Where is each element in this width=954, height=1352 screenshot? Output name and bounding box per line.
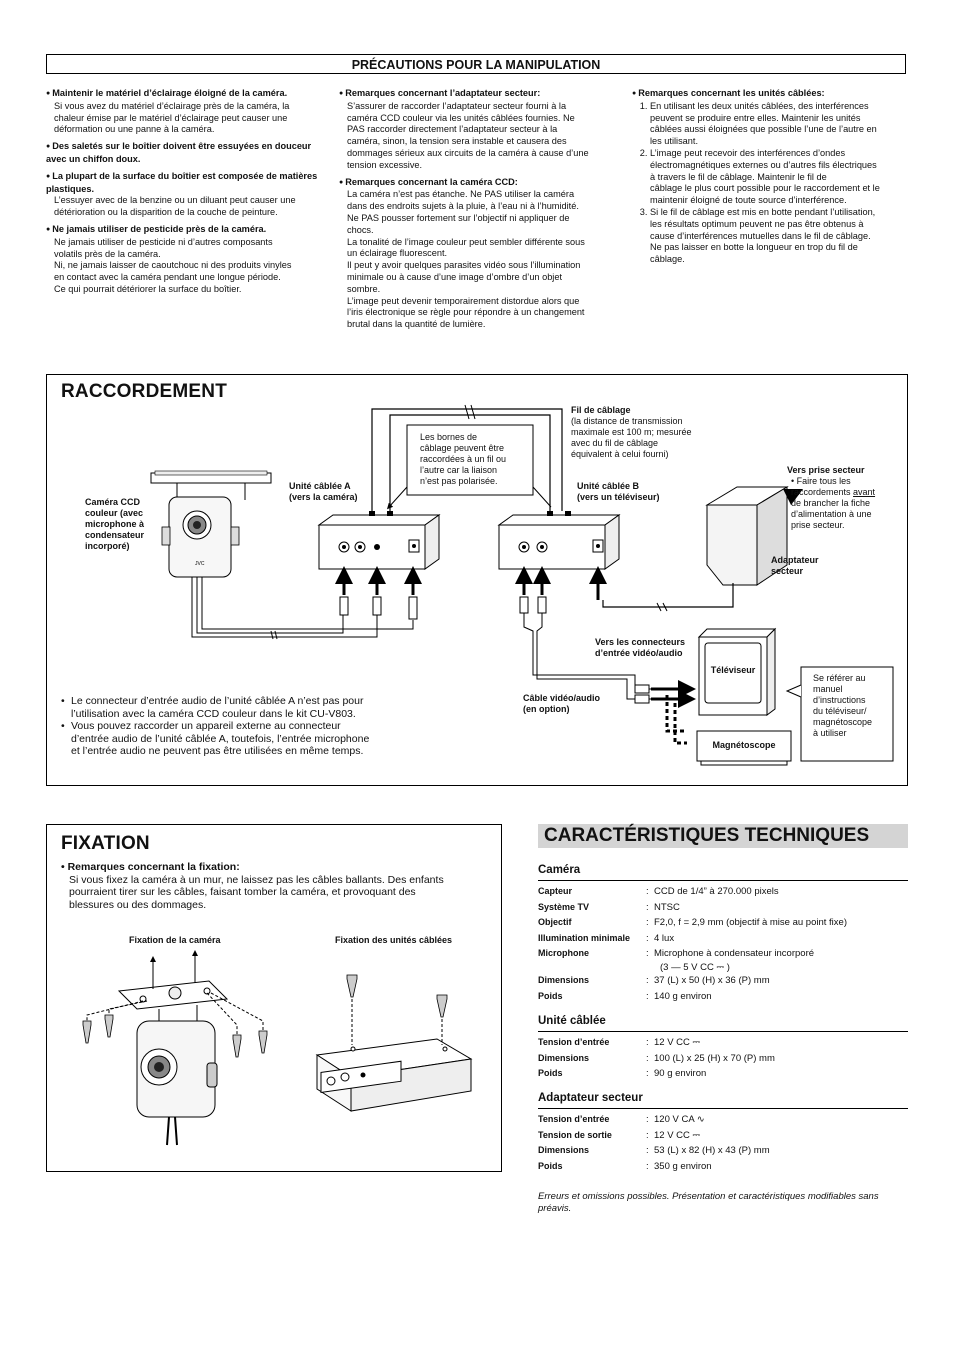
precaution-heading: ● Remarques concernant la caméra CCD:	[339, 177, 621, 190]
precaution-body: La caméra n’est pas étanche. Ne PAS utiliser la caméra dans des endroits sujets à la pluie, à l’eau ni à l’humidité. Ne PAS pousser fortement sur l’objectif ni appliquer de chocs. La tonalité de l’image couleur peut sembler différente sous un éclairage fluorescent. Il peut y avoir quelques parasites vidéo sous l’illumination minimale ou à cause d’une image d’ombre d’un objet sombre. L’image peut devenir temporairement distordue alors que l’iris électronique se règle pour répondre à un changement brutal dans la quantité de lumière.	[347, 189, 585, 330]
outlet-title: Vers prise secteur	[787, 465, 865, 475]
precaution-item	[46, 88, 328, 136]
precaution-body: Si vous avez du matériel d’éclairage près de la caméra, la chaleur émise par le matériel d’éclairage peut causer une déformation ou une panne à la caméra.	[54, 100, 290, 135]
spec-colon: :	[646, 901, 649, 913]
vcr-label: Magnétoscope	[712, 740, 776, 750]
spec-value: CCD de 1/4” à 270.000 pixels	[654, 886, 779, 897]
camera-fixing-label: Fixation de la caméra	[129, 935, 221, 945]
spec-value: 90 g environ	[654, 1068, 707, 1080]
precautions-col-2	[339, 88, 621, 336]
precaution-heading: ● Des saletés sur le boîtier doivent être essuyées en douceur avec un chiffon doux.	[46, 141, 328, 166]
spec-key	[538, 962, 646, 973]
precaution-body: S’assurer de raccorder l’adaptateur secteur fourni à la caméra CCD couleur via les unités câblées fournies. Ne PAS raccorder directement l’adaptateur secteur à la caméra, sinon, la tension sera instable et causera des dommages sérieux aux circuits de la caméra à cause d’une tension excessive.	[347, 100, 589, 170]
spec-value: NTSC	[654, 901, 680, 913]
spec-value: F2,0, f = 2,9 mm (objectif à mise au point fixe)	[654, 917, 847, 929]
spec-colon: :	[646, 1114, 649, 1125]
specs-camera-table	[538, 884, 847, 1004]
precaution-item	[339, 88, 621, 172]
spec-colon: :	[646, 948, 649, 960]
spec-value: (3 — 5 V CC ⎓ )	[660, 961, 730, 973]
specs-unit-title: Unité câblée	[538, 1015, 606, 1027]
precaution-item	[46, 224, 328, 296]
spec-colon: :	[646, 1145, 649, 1157]
av-cable-label: Câble vidéo/audio (en option)	[523, 693, 601, 714]
unit-b-drawing	[499, 511, 619, 569]
outlet-body-pre: • Faire tous les raccordements	[791, 476, 851, 497]
spec-key: Poids	[538, 990, 563, 1001]
raccordement-title: RACCORDEMENT	[61, 381, 228, 402]
spec-value: 350 g environ	[654, 1160, 712, 1172]
raccordement-section	[46, 374, 908, 786]
cabling-wire-title: Fil de câblage	[571, 405, 631, 415]
adapter-label: Adaptateur secteur	[771, 555, 819, 576]
unit-b-label: Unité câblée B (vers un téléviseur)	[577, 481, 660, 502]
spec-value: 12 V CC ⎓	[654, 1129, 701, 1141]
spec-value: 100 (L) x 25 (H) x 70 (P) mm	[654, 1052, 775, 1064]
raccordement-bullet-row	[61, 720, 511, 758]
spec-row	[538, 900, 847, 916]
spec-row	[538, 1143, 770, 1159]
spec-key: Capteur	[538, 886, 573, 896]
spec-row	[538, 931, 847, 947]
spec-row	[538, 915, 847, 931]
spec-value: 37 (L) x 50 (H) x 36 (P) mm	[654, 974, 770, 986]
spec-colon	[646, 962, 654, 973]
precautions-header: PRÉCAUTIONS POUR LA MANIPULATION	[46, 54, 906, 74]
spec-colon: :	[646, 990, 649, 1002]
spec-key: Dimensions	[538, 1052, 590, 1063]
spec-row	[538, 1035, 775, 1051]
spec-key: Dimensions	[538, 1145, 590, 1156]
spec-value: 12 V CC ⎓	[654, 1037, 701, 1048]
specs-adapter	[538, 1092, 908, 1174]
unit-fixing-label: Fixation des unités câblées	[335, 935, 453, 945]
precautions-col-1	[46, 88, 328, 301]
spec-row	[538, 1128, 770, 1144]
specs-footnote: Erreurs et omissions possibles. Présentation et caractéristiques modifiables sans préavis.	[538, 1191, 879, 1214]
ccd-camera-drawing	[151, 471, 271, 577]
spec-key: Microphone	[538, 948, 589, 959]
spec-key: Tension de sortie	[538, 1129, 612, 1140]
specs-unit-table	[538, 1035, 775, 1082]
specs-camera-title: Caméra	[538, 864, 581, 876]
cabling-wire-label	[571, 405, 721, 460]
spec-row	[538, 989, 847, 1005]
tv-label: Téléviseur	[710, 665, 756, 675]
fixation-section	[46, 824, 502, 1172]
spec-key: Poids	[538, 1068, 563, 1079]
spec-value: 4 lux	[654, 932, 675, 944]
spec-key: Système TV	[538, 901, 590, 912]
fixation-diagram	[47, 945, 501, 1171]
precautions-col-3	[632, 88, 912, 266]
spec-row	[538, 1112, 770, 1128]
bullet-icon: •	[61, 720, 65, 732]
spec-row	[538, 1066, 775, 1082]
precaution-item	[46, 141, 328, 166]
spec-colon: :	[646, 1052, 649, 1064]
spec-row	[538, 973, 847, 989]
spec-key: Illumination minimale	[538, 932, 631, 943]
spec-colon: :	[646, 1037, 649, 1048]
camera-label: Caméra CCD couleur (avec microphone à condensateur incorporé)	[85, 497, 145, 551]
outlet-body-post: de brancher la fiche d’alimentation à une prise secteur.	[791, 498, 872, 530]
cable-units-remark: 1. En utilisant les deux unités câblées, des interférences peuvent se produire entre elles. Maintenir les unités câblées aussi éloignées que possible l’une de l’autre en les utilisant.	[650, 101, 912, 148]
spec-key: Poids	[538, 1160, 563, 1171]
specs-title: CARACTÉRISTIQUES TECHNIQUES	[544, 825, 870, 846]
bornes-note: Les bornes de câblage peuvent être raccordées à un fil ou l’autre car la liaison n’est pas polarisée.	[420, 432, 507, 486]
specs-adapter-table	[538, 1112, 770, 1174]
spec-colon: :	[646, 1160, 649, 1172]
specs-adapter-title: Adaptateur secteur	[538, 1092, 643, 1104]
spec-colon: :	[646, 1129, 649, 1141]
unit-a-drawing	[319, 511, 439, 569]
spec-colon: :	[646, 1068, 649, 1080]
spec-key: Dimensions	[538, 974, 590, 985]
precaution-body: L’essuyer avec de la benzine ou un diluant peut causer une détérioration ou la disparition de la couche de peinture.	[54, 195, 296, 218]
outlet-label	[787, 465, 899, 531]
cable-units-remark: 3. Si le fil de câblage est mis en botte pendant l’utilisation, les résultats optimum peuvent ne pas être obtenus à cause d’interférences mutuelles dans le fil de câblage. Ne pas laisser en botte la longueur en trop du fil de câblage.	[650, 207, 912, 266]
spec-row	[538, 884, 847, 900]
raccordement-bullet: Le connecteur d’entrée audio de l’unité câblée A n’est pas pour l’utilisation avec la caméra CCD couleur dans le kit CU-V803.	[71, 695, 364, 720]
spec-value: Microphone à condensateur incorporé	[654, 948, 815, 960]
fixation-note-body: Si vous fixez la caméra à un mur, ne laissez pas les câbles ballants. Des enfants pourraient tirer sur les câbles, faisant tomber la caméra, et provoquant des blessures ou des dommages.	[69, 873, 444, 911]
spec-key: Tension d’entrée	[538, 1037, 610, 1047]
precaution-heading: ● Maintenir le matériel d’éclairage éloigné de la caméra.	[46, 88, 328, 101]
precaution-heading: ● Ne jamais utiliser de pesticide près de la caméra.	[46, 224, 328, 237]
spec-row	[538, 962, 847, 973]
spec-key: Objectif	[538, 917, 572, 928]
outlet-body-under: avant	[853, 487, 876, 497]
precaution-body: Ne jamais utiliser de pesticide ni d’autres composants volatils près de la caméra. Ni, ne jamais laisser de caoutchouc ni des produits vinyles en contact avec la caméra pendant une longue période. Ce qui pourrait détériorer la surface du boîtier.	[54, 236, 292, 294]
spec-value: 120 V CA ∿	[654, 1114, 705, 1125]
specs-unit	[538, 1015, 908, 1082]
cable-units-remarks-heading: ● Remarques concernant les unités câblées:	[632, 88, 912, 101]
cabling-wire-body: (la distance de transmission maximale est 100 m; mesurée avec du fil de câblage équivalent à celui fourni)	[571, 416, 692, 459]
fixation-note: • Remarques concernant la fixation: Si vous fixez la caméra à un mur, ne laissez pas les câbles ballants. Des enfants pourraient tirer sur les câbles, faisant tomber la caméra, et provoquant des blessures ou des dommages.	[61, 861, 491, 911]
av-connectors-label: Vers les connecteurs d’entrée vidéo/audio	[595, 637, 686, 658]
spec-key: Tension d’entrée	[538, 1114, 610, 1124]
raccordement-bullets	[61, 695, 511, 758]
raccordement-bullet-row	[61, 695, 511, 720]
spec-row	[538, 946, 847, 962]
spec-colon: :	[646, 917, 649, 929]
spec-value: 53 (L) x 82 (H) x 43 (P) mm	[654, 1145, 770, 1157]
specs-camera	[538, 864, 908, 1004]
unit-a-label: Unité câblée A (vers la caméra)	[289, 481, 358, 502]
precaution-heading: ● Remarques concernant l’adaptateur secteur:	[339, 88, 621, 101]
cable-units-remarks-list	[632, 101, 912, 266]
spec-row	[538, 1159, 770, 1175]
bullet-icon: •	[61, 695, 65, 707]
fixation-title: FIXATION	[61, 833, 150, 854]
spec-colon: :	[646, 932, 649, 944]
specs-title-bar	[538, 824, 908, 848]
svg-text:JVC: JVC	[195, 561, 205, 567]
raccordement-bullet: Vous pouvez raccorder un appareil externe au connecteur d’entrée audio de l’unité câblée A, toutefois, l’entrée microphone et l’entrée audio ne peuvent pas être utilisées en même temps.	[71, 720, 370, 757]
fixation-note-heading: Remarques concernant la fixation:	[67, 861, 240, 873]
unit-a-plugs	[340, 575, 417, 619]
refer-note: Se référer au manuel d’instructions du téléviseur/ magnétoscope à utiliser	[813, 673, 873, 738]
spec-value: 140 g environ	[654, 990, 712, 1002]
unit-b-plugs	[520, 575, 598, 613]
spec-colon: :	[646, 974, 649, 986]
cable-units-remark: 2. L’image peut recevoir des interférences d’ondes électromagnétiques externes ou d’autres fils électriques à travers le fil de câblage. Maintenir le fil de câblage le plus court possible pour le raccordement et le maintenir éloigné de toute source d’interférence.	[650, 148, 912, 207]
precaution-item	[46, 171, 328, 219]
spec-colon: :	[646, 886, 649, 897]
spec-row	[538, 1051, 775, 1067]
precaution-item	[339, 177, 621, 331]
precaution-heading: ● La plupart de la surface du boîtier est composée de matières plastiques.	[46, 171, 328, 196]
